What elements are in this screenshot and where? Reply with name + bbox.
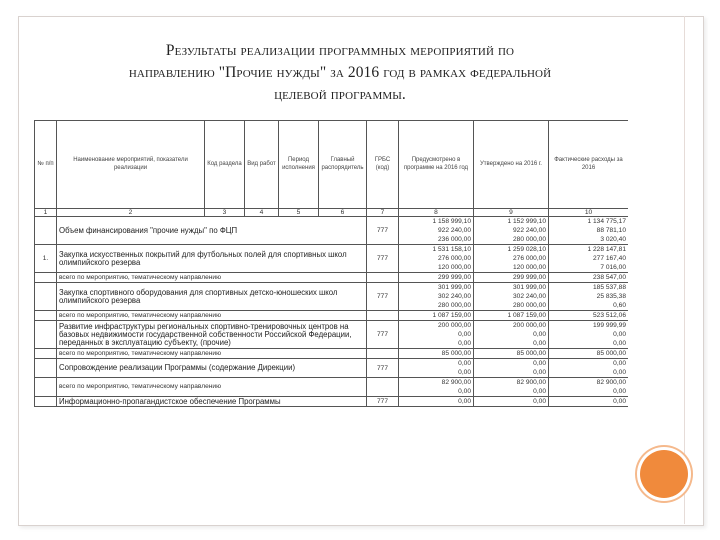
- row-code: [367, 273, 399, 283]
- index-cell: 1: [35, 209, 57, 217]
- row-code: [367, 349, 399, 359]
- table-row: [35, 359, 629, 378]
- value-cell: 276 000,00: [437, 255, 471, 262]
- value-cell: 0,00: [458, 331, 471, 338]
- row-values-v8: [399, 378, 474, 397]
- row-code: 777: [367, 359, 399, 378]
- row-num: [35, 311, 57, 321]
- value-cell: 0,00: [613, 360, 626, 367]
- value-cell: 1 531 158,10: [432, 246, 471, 253]
- row-values-v8: [399, 311, 474, 321]
- slide-accent-line: [684, 16, 685, 524]
- row-label: Закупка искусственных покрытий для футбольных полей для спортивных школ олимпийского резерва: [57, 245, 367, 273]
- row-values-v8: [399, 245, 474, 273]
- value-cell: 7 016,00: [600, 264, 626, 271]
- col-contractor: Главный распорядитель: [319, 121, 367, 209]
- value-cell: 0,00: [533, 388, 546, 395]
- row-num: 1.: [35, 245, 57, 273]
- row-label: Объем финансирования "прочие нужды" по ФЦП: [57, 217, 367, 245]
- row-num: [35, 217, 57, 245]
- table-row: [35, 321, 629, 349]
- row-values-v9: [474, 217, 549, 245]
- value-cell: 236 000,00: [437, 236, 471, 243]
- row-num: [35, 283, 57, 311]
- index-cell: 2: [57, 209, 205, 217]
- table-header-row: [35, 121, 629, 209]
- row-values-v10: [549, 378, 629, 397]
- value-cell: 0,00: [458, 388, 471, 395]
- value-cell: 88 781,10: [596, 227, 626, 234]
- row-values-v9: [474, 321, 549, 349]
- value-cell: 301 999,00: [437, 284, 471, 291]
- value-cell: 302 240,00: [512, 293, 546, 300]
- row-num: [35, 321, 57, 349]
- value-cell: 199 999,99: [592, 322, 626, 329]
- row-code: 777: [367, 397, 399, 407]
- value-cell: 120 000,00: [512, 264, 546, 271]
- col-period: Период исполнения: [279, 121, 319, 209]
- value-cell: 0,00: [533, 340, 546, 347]
- row-values-v9: [474, 245, 549, 273]
- row-values-v10: [549, 311, 629, 321]
- col-planned: Предусмотрено в программе на 2016 год: [399, 121, 474, 209]
- value-cell: 0,00: [613, 340, 626, 347]
- row-values-v8: [399, 273, 474, 283]
- value-cell: 922 240,00: [437, 227, 471, 234]
- value-cell: 85 000,00: [516, 350, 546, 357]
- row-label: всего по мероприятию, тематическому направлению: [57, 349, 367, 359]
- row-values-v10: [549, 397, 629, 407]
- row-values-v10: [549, 321, 629, 349]
- value-cell: 0,00: [533, 369, 546, 376]
- row-values-v9: [474, 283, 549, 311]
- title-line-3: целевой программы.: [274, 86, 406, 103]
- table-row: [35, 378, 629, 397]
- row-values-v8: [399, 397, 474, 407]
- table-row: [35, 245, 629, 273]
- value-cell: 120 000,00: [437, 264, 471, 271]
- index-row: [35, 209, 629, 217]
- row-label: Сопровождение реализации Программы (содержание Дирекции): [57, 359, 367, 378]
- row-values-v8: [399, 283, 474, 311]
- index-cell: 10: [549, 209, 629, 217]
- row-values-v9: [474, 359, 549, 378]
- row-values-v9: [474, 378, 549, 397]
- value-cell: 185 537,88: [592, 284, 626, 291]
- col-kind: Вид работ: [245, 121, 279, 209]
- col-approved: Утверждено на 2016 г.: [474, 121, 549, 209]
- value-cell: 1 087 159,00: [432, 312, 471, 319]
- table-body: [35, 217, 629, 407]
- row-code: [367, 311, 399, 321]
- col-kbk: ГРБС (код): [367, 121, 399, 209]
- row-values-v10: [549, 359, 629, 378]
- value-cell: 1 134 775,17: [587, 218, 626, 225]
- value-cell: 523 512,06: [592, 312, 626, 319]
- row-values-v10: [549, 349, 629, 359]
- value-cell: 922 240,00: [512, 227, 546, 234]
- value-cell: 277 167,40: [592, 255, 626, 262]
- value-cell: 280 000,00: [512, 236, 546, 243]
- value-cell: 25 835,38: [596, 293, 626, 300]
- value-cell: 82 900,00: [596, 379, 626, 386]
- value-cell: 280 000,00: [437, 302, 471, 309]
- scanned-table: [34, 120, 628, 450]
- value-cell: 276 000,00: [512, 255, 546, 262]
- index-cell: 8: [399, 209, 474, 217]
- value-cell: 1 259 028,10: [507, 246, 546, 253]
- value-cell: 1 087 159,00: [507, 312, 546, 319]
- value-cell: 0,00: [613, 331, 626, 338]
- title-line-2: направлению "Прочие нужды" за 2016 год в рамках федеральной: [128, 64, 552, 81]
- row-label: Закупка спортивного оборудования для спортивных детско-юношеских школ олимпийского резерва: [57, 283, 367, 311]
- table-row: [35, 397, 629, 407]
- slide-title: [40, 40, 640, 106]
- row-values-v10: [549, 245, 629, 273]
- value-cell: 238 547,00: [592, 274, 626, 281]
- value-cell: 85 000,00: [441, 350, 471, 357]
- row-code: 777: [367, 321, 399, 349]
- table-row: [35, 217, 629, 245]
- row-values-v9: [474, 349, 549, 359]
- row-code: 777: [367, 283, 399, 311]
- row-label: всего по мероприятию, тематическому направлению: [57, 378, 367, 397]
- value-cell: 0,00: [533, 331, 546, 338]
- row-values-v8: [399, 217, 474, 245]
- row-code: 777: [367, 245, 399, 273]
- row-values-v10: [549, 283, 629, 311]
- row-values-v10: [549, 273, 629, 283]
- value-cell: 0,00: [533, 360, 546, 367]
- value-cell: 1 228 147,81: [587, 246, 626, 253]
- row-values-v8: [399, 349, 474, 359]
- row-label: Информационно-пропагандистское обеспечение Программы: [57, 397, 367, 407]
- value-cell: 0,00: [458, 360, 471, 367]
- value-cell: 301 999,00: [512, 284, 546, 291]
- col-name: Наименование мероприятий, показатели реализации: [57, 121, 205, 209]
- col-num: № п/п: [35, 121, 57, 209]
- row-num: [35, 397, 57, 407]
- row-num: [35, 359, 57, 378]
- table-row: [35, 273, 629, 283]
- value-cell: 0,00: [458, 369, 471, 376]
- col-actual: Фактические расходы за 2016: [549, 121, 629, 209]
- col-sector: Код раздела: [205, 121, 245, 209]
- index-cell: 4: [245, 209, 279, 217]
- table-row: [35, 349, 629, 359]
- value-cell: 82 900,00: [516, 379, 546, 386]
- decorative-orange-circle: [640, 450, 688, 498]
- row-label: всего по мероприятию, тематическому направлению: [57, 273, 367, 283]
- value-cell: 299 999,00: [437, 274, 471, 281]
- value-cell: 0,00: [458, 340, 471, 347]
- row-values-v8: [399, 359, 474, 378]
- value-cell: 200 000,00: [512, 322, 546, 329]
- value-cell: 299 999,00: [512, 274, 546, 281]
- value-cell: 0,00: [613, 388, 626, 395]
- value-cell: 200 000,00: [437, 322, 471, 329]
- value-cell: 1 152 999,10: [507, 218, 546, 225]
- value-cell: 0,60: [613, 302, 626, 309]
- index-cell: 7: [367, 209, 399, 217]
- value-cell: 1 158 999,10: [432, 218, 471, 225]
- row-num: [35, 378, 57, 397]
- index-cell: 9: [474, 209, 549, 217]
- row-code: [367, 378, 399, 397]
- row-label: всего по мероприятию, тематическому направлению: [57, 311, 367, 321]
- row-label: Развитие инфраструктуры региональных спортивно-тренировочных центров на базовых недвижимости государственной собственности Российской Федерации, переданных в эксплуатацию субъекту, (прочие): [57, 321, 367, 349]
- row-num: [35, 273, 57, 283]
- value-cell: 0,00: [613, 398, 626, 405]
- index-cell: 5: [279, 209, 319, 217]
- index-cell: 6: [319, 209, 367, 217]
- value-cell: 82 900,00: [441, 379, 471, 386]
- table-row: [35, 283, 629, 311]
- row-values-v9: [474, 311, 549, 321]
- row-num: [35, 349, 57, 359]
- row-values-v10: [549, 217, 629, 245]
- row-values-v9: [474, 397, 549, 407]
- index-cell: 3: [205, 209, 245, 217]
- row-values-v8: [399, 321, 474, 349]
- value-cell: 0,00: [458, 398, 471, 405]
- value-cell: 0,00: [533, 398, 546, 405]
- row-code: 777: [367, 217, 399, 245]
- title-line-1: Результаты реализации программных мероприятий по: [165, 42, 515, 59]
- value-cell: 0,00: [613, 369, 626, 376]
- value-cell: 85 000,00: [596, 350, 626, 357]
- value-cell: 3 020,40: [600, 236, 626, 243]
- value-cell: 302 240,00: [437, 293, 471, 300]
- row-values-v9: [474, 273, 549, 283]
- table-row: [35, 311, 629, 321]
- value-cell: 280 000,00: [512, 302, 546, 309]
